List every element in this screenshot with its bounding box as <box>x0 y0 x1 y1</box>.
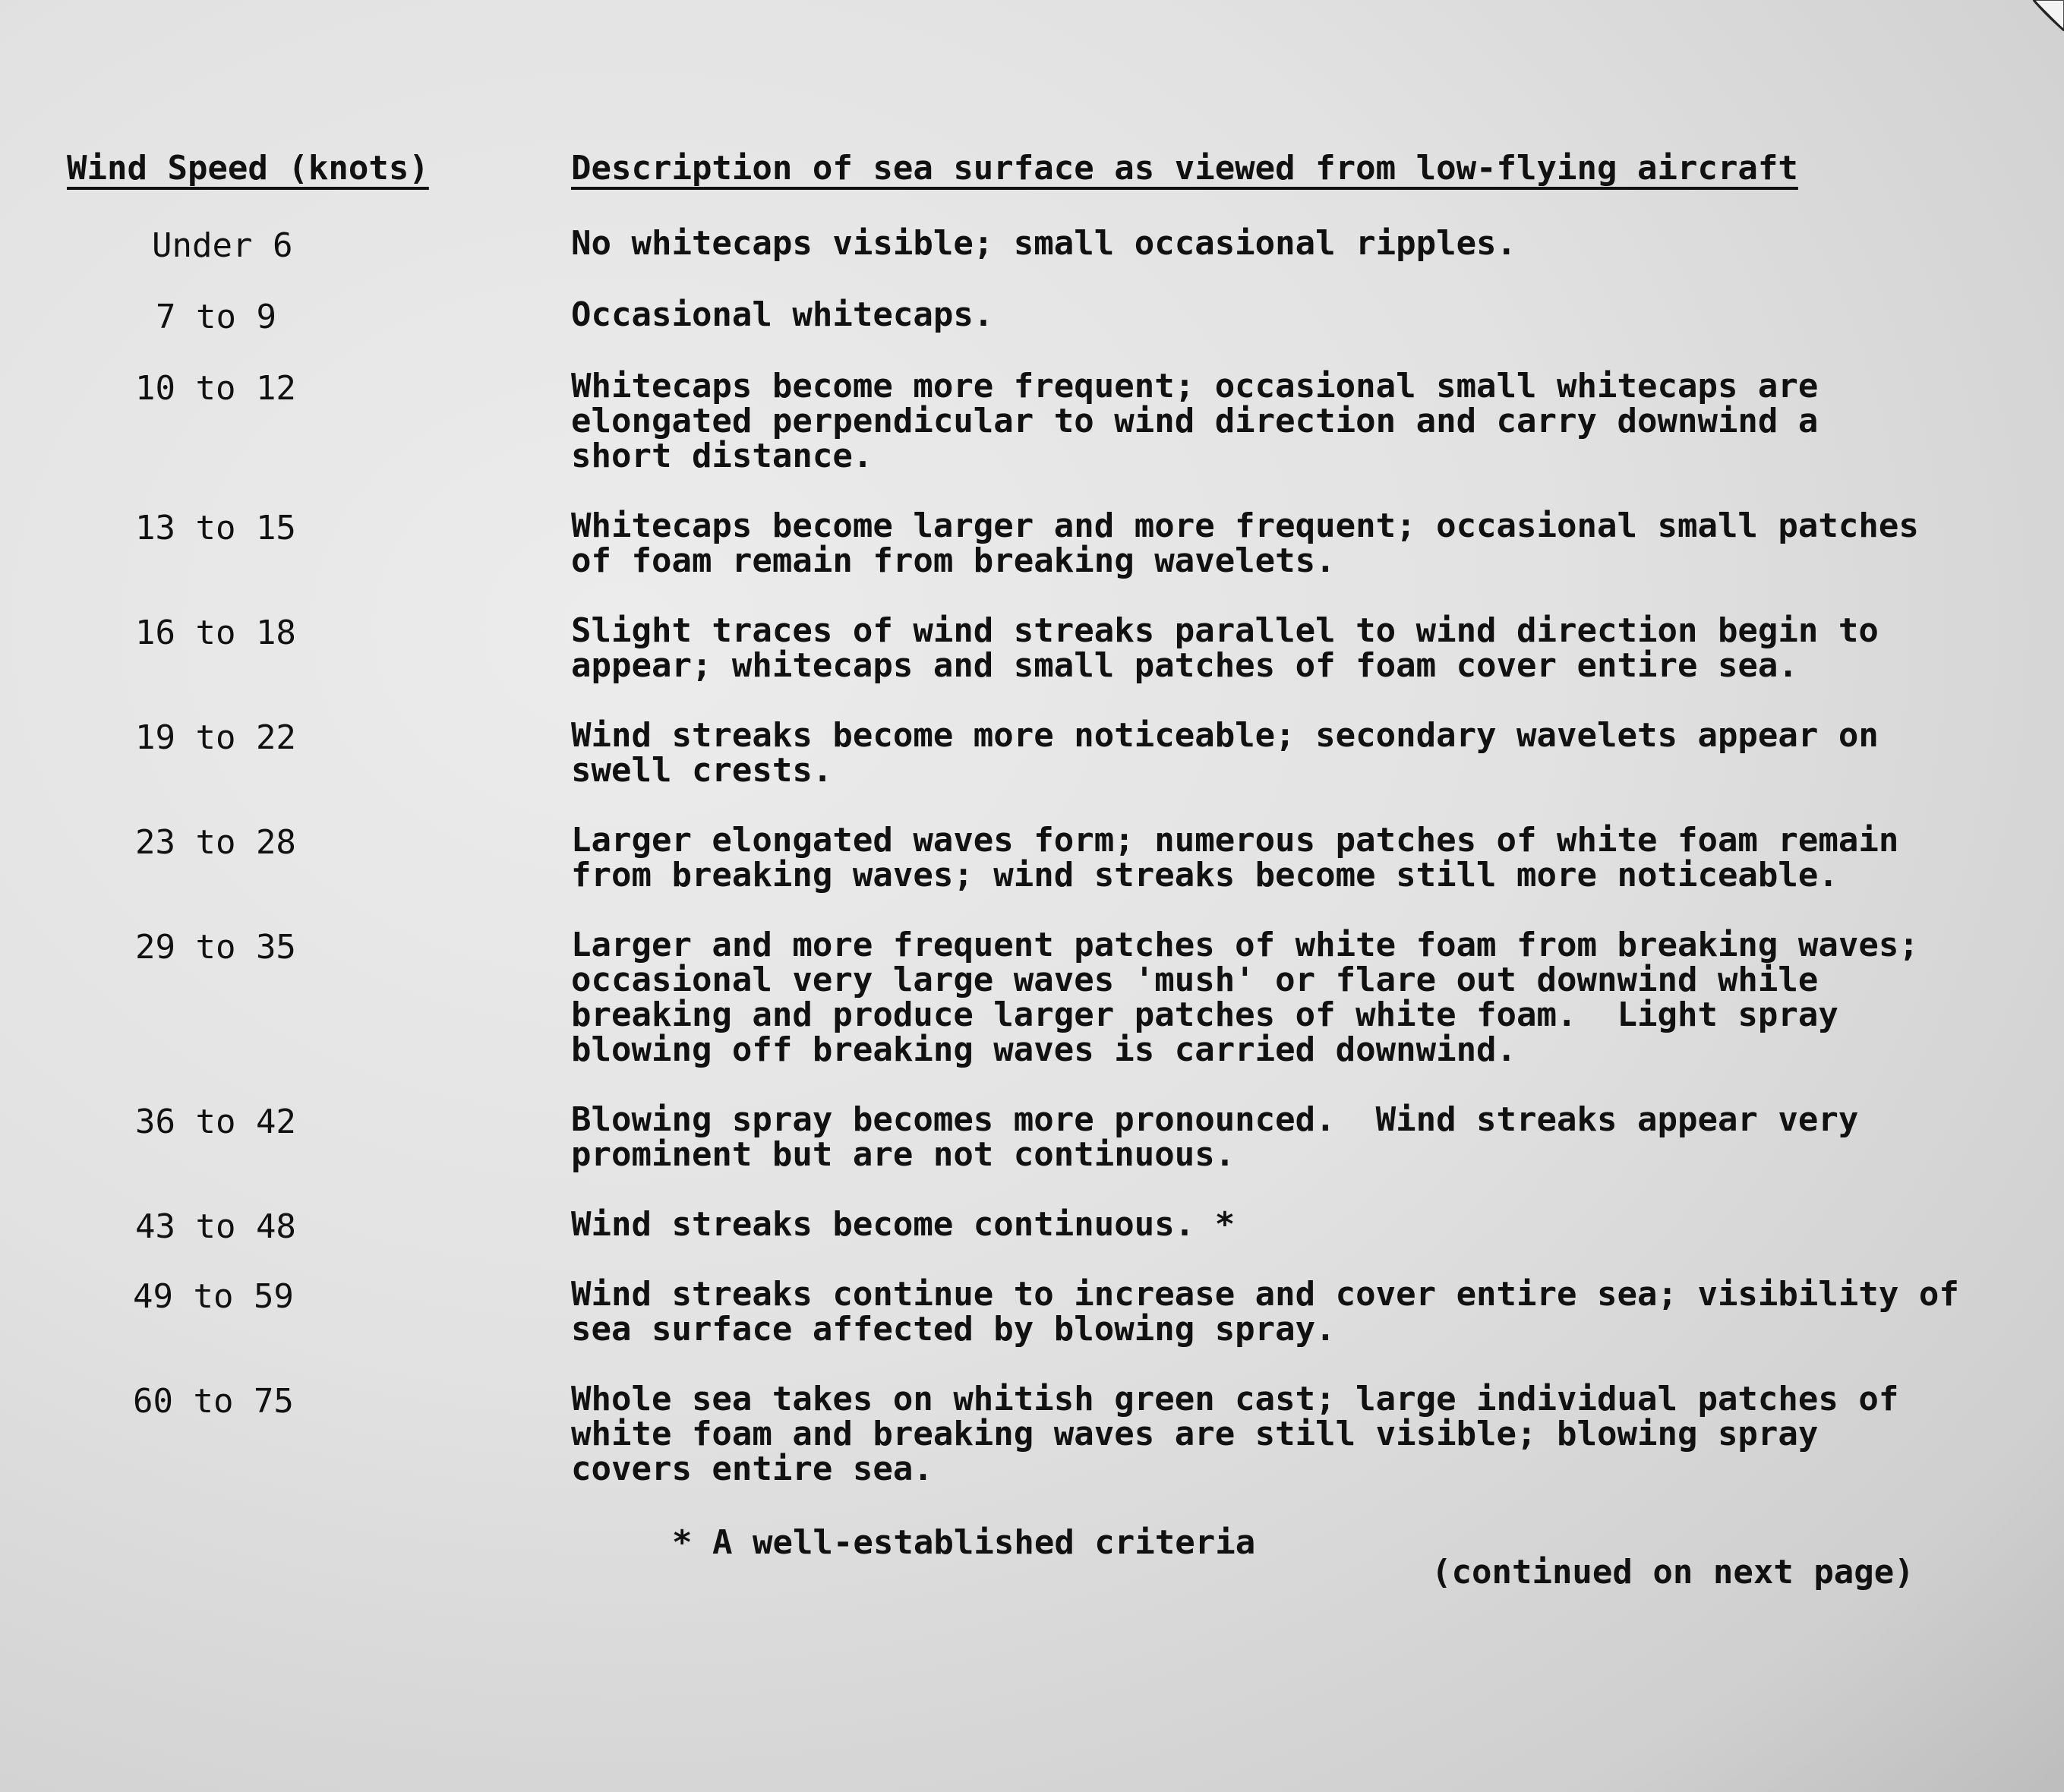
wind-speed-cell: 23 to 28 <box>135 823 296 862</box>
footnote: * A well-established criteria <box>672 1523 1256 1562</box>
wind-speed-cell: 29 to 35 <box>135 928 296 967</box>
wind-speed-cell: Under 6 <box>152 226 293 265</box>
description-cell: Larger and more frequent patches of white foam from breaking waves; occasional very large waves 'mush' or flare out downwind while breaking and produce larger patches of white foam. Light spray blowing off breaking waves is carried downwind. <box>571 926 1919 1069</box>
wind-speed-cell: 13 to 15 <box>135 509 296 547</box>
corner-fold-icon <box>2018 0 2064 46</box>
continued-note: (continued on next page) <box>1431 1553 1914 1592</box>
wind-speed-cell: 49 to 59 <box>133 1277 294 1316</box>
description-column-header: Description of sea surface as viewed from low-flying aircraft <box>571 149 1798 188</box>
wind-speed-cell: 60 to 75 <box>133 1382 294 1421</box>
description-cell: Wind streaks continue to increase and cover entire sea; visibility of sea surface affected by blowing spray. <box>571 1275 1959 1349</box>
description-cell: Whitecaps become more frequent; occasional small whitecaps are elongated perpendicular to wind direction and carry downwind a short distance. <box>571 367 1819 475</box>
wind-speed-cell: 16 to 18 <box>135 614 296 652</box>
description-cell: No whitecaps visible; small occasional ripples. <box>571 224 1517 263</box>
description-cell: Whitecaps become larger and more frequent; occasional small patches of foam remain from breaking wavelets. <box>571 506 1919 580</box>
description-cell: Larger elongated waves form; numerous patches of white foam remain from breaking waves; wind streaks become still more noticeable. <box>571 821 1899 894</box>
description-cell: Wind streaks become more noticeable; secondary wavelets appear on swell crests. <box>571 716 1879 790</box>
description-cell: Whole sea takes on whitish green cast; large individual patches of white foam and breaking waves are still visible; blowing spray covers entire sea. <box>571 1380 1899 1488</box>
wind-speed-cell: 36 to 42 <box>135 1103 296 1141</box>
description-cell: Wind streaks become continuous. * <box>571 1205 1236 1244</box>
description-cell: Slight traces of wind streaks parallel to wind direction begin to appear; whitecaps and small patches of foam cover entire sea. <box>571 611 1879 685</box>
wind-speed-column-header: Wind Speed (knots) <box>67 149 429 188</box>
description-cell: Blowing spray becomes more pronounced. Wind streaks appear very prominent but are not continuous. <box>571 1100 1859 1174</box>
wind-speed-cell: 19 to 22 <box>135 718 296 757</box>
wind-speed-cell: 10 to 12 <box>135 369 296 408</box>
wind-speed-cell: 43 to 48 <box>135 1207 296 1246</box>
description-cell: Occasional whitecaps. <box>571 295 994 334</box>
wind-speed-cell: 7 to 9 <box>156 298 276 336</box>
